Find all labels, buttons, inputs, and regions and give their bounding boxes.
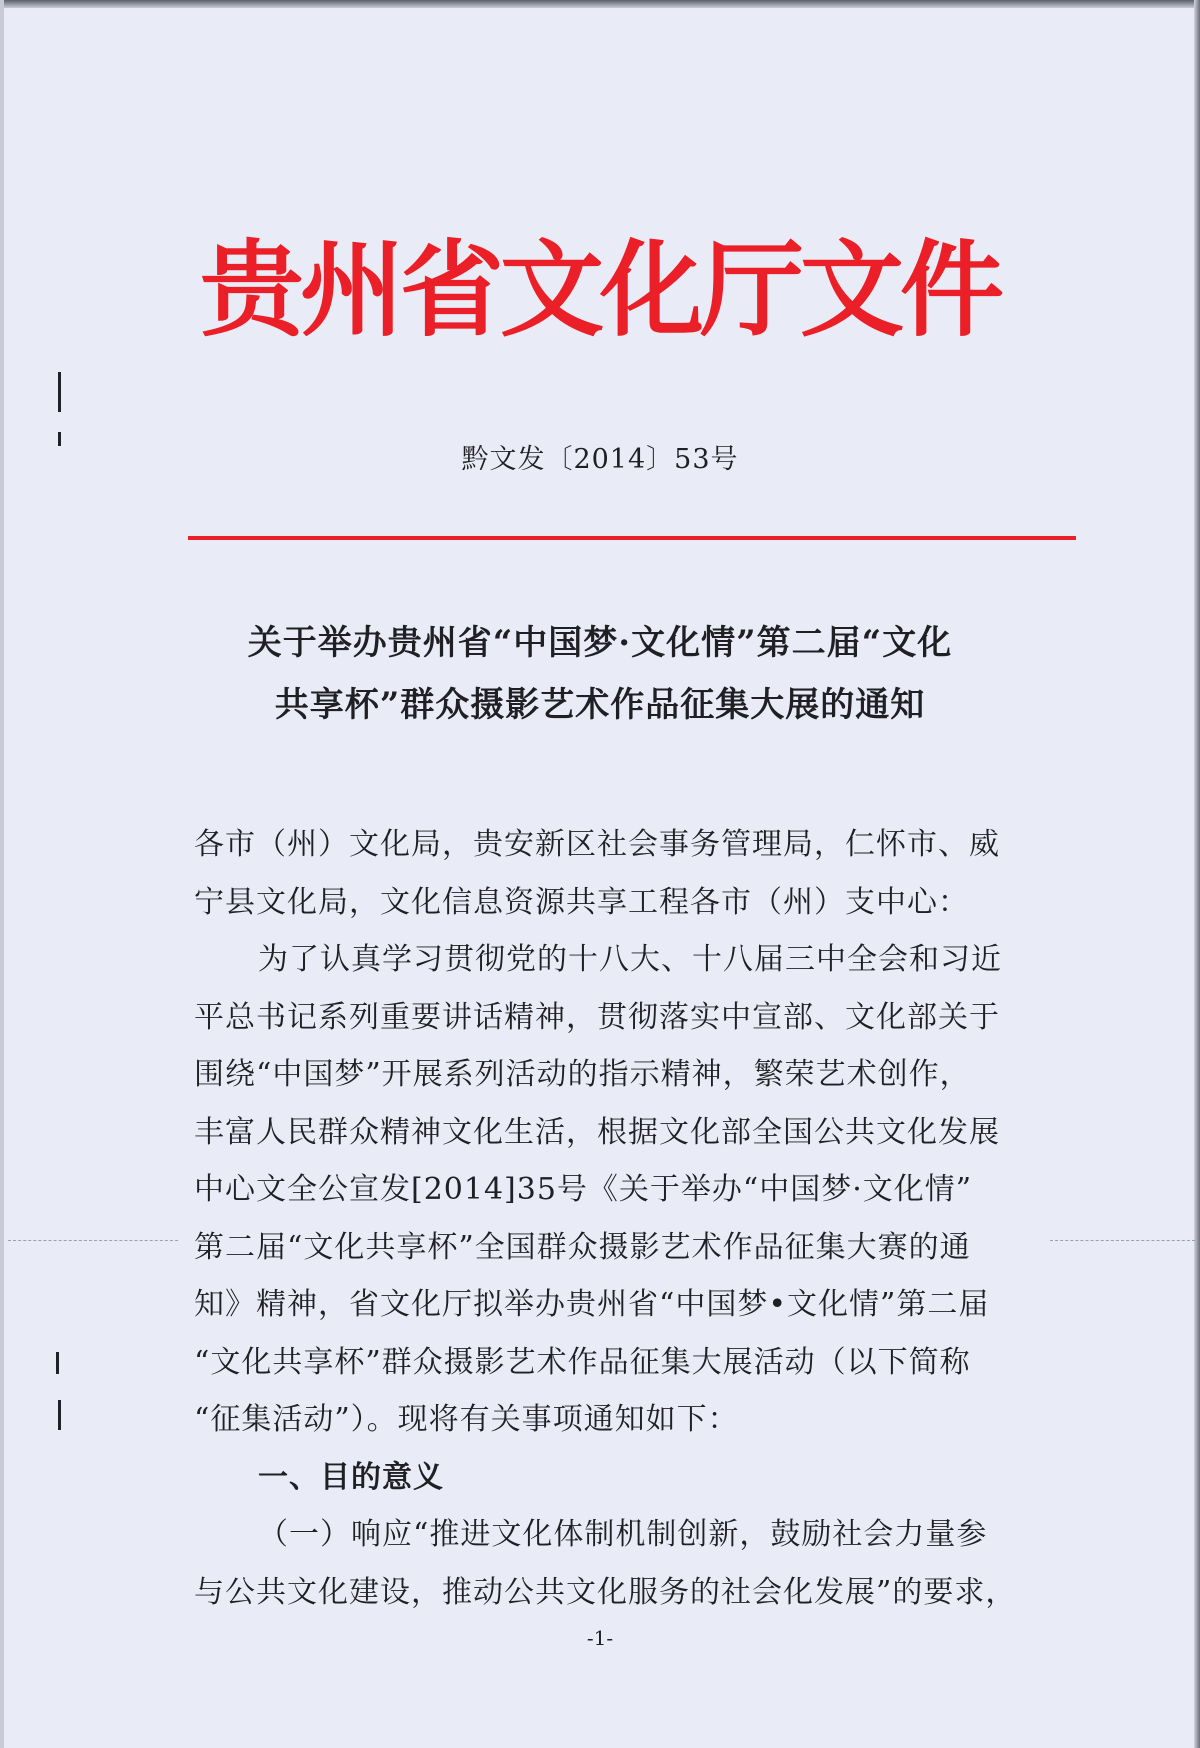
scan-edge-top (0, 0, 1200, 8)
body-line: 围绕“中国梦”开展系列活动的指示精神，繁荣艺术创作， (194, 1057, 971, 1092)
body-line: 与公共文化建设，推动公共文化服务的社会化发展”的要求， (194, 1574, 1017, 1610)
body-line-salutation: 宁县文化局，文化信息资源共享工程各市（州）支中心： (194, 884, 969, 920)
body-line: 第二届“文化共享杯”全国群众摄影艺术作品征集大赛的通 (194, 1229, 971, 1265)
body-line: 丰富人民群众精神文化生活，根据文化部全国公共文化发展 (194, 1114, 1000, 1150)
body-line: 知》精神，省文化厅拟举办贵州省“中国梦•文化情”第二届 (194, 1287, 990, 1322)
document-number: 黔文发〔2014〕53号 (461, 444, 739, 475)
body-line: “征集活动”）。现将有关事项通知如下： (194, 1402, 739, 1437)
page-number: -1- (586, 1626, 614, 1650)
body-line: （一）响应“推进文化体制机制创新，鼓励社会力量参 (258, 1517, 988, 1552)
document-header-title: 贵州省文化厅文件 (199, 229, 1000, 351)
notice-title-line: 关于举办贵州省“中国梦·文化情”第二届“文化 (247, 623, 953, 663)
notice-body (194, 816, 1050, 1621)
red-separator-line (188, 536, 1076, 540)
body-line: 为了认真学习贯彻党的十八大、十八届三中全会和习近 (258, 942, 1002, 977)
notice-title-line: 共享杯”群众摄影艺术作品征集大展的通知 (274, 685, 926, 725)
body-line: 平总书记系列重要讲话精神，贯彻落实中宣部、文化部关于 (194, 999, 1000, 1035)
body-line: “文化共享杯”群众摄影艺术作品征集大展活动（以下简称 (194, 1344, 971, 1380)
notice-title (150, 612, 1050, 736)
scan-fold-line (1050, 1240, 1195, 1241)
body-line: 中心文全公宣发[2014]35号《关于举办“中国梦·文化情” (194, 1172, 973, 1207)
binding-mark (58, 432, 61, 446)
section-heading: 一、目的意义 (258, 1459, 444, 1495)
scan-fold-line (8, 1240, 178, 1241)
body-line-salutation: 各市（州）文化局，贵安新区社会事务管理局，仁怀市、威 (194, 827, 1000, 862)
binding-mark (56, 1352, 59, 1374)
binding-mark (58, 372, 61, 412)
binding-mark (58, 1400, 61, 1430)
